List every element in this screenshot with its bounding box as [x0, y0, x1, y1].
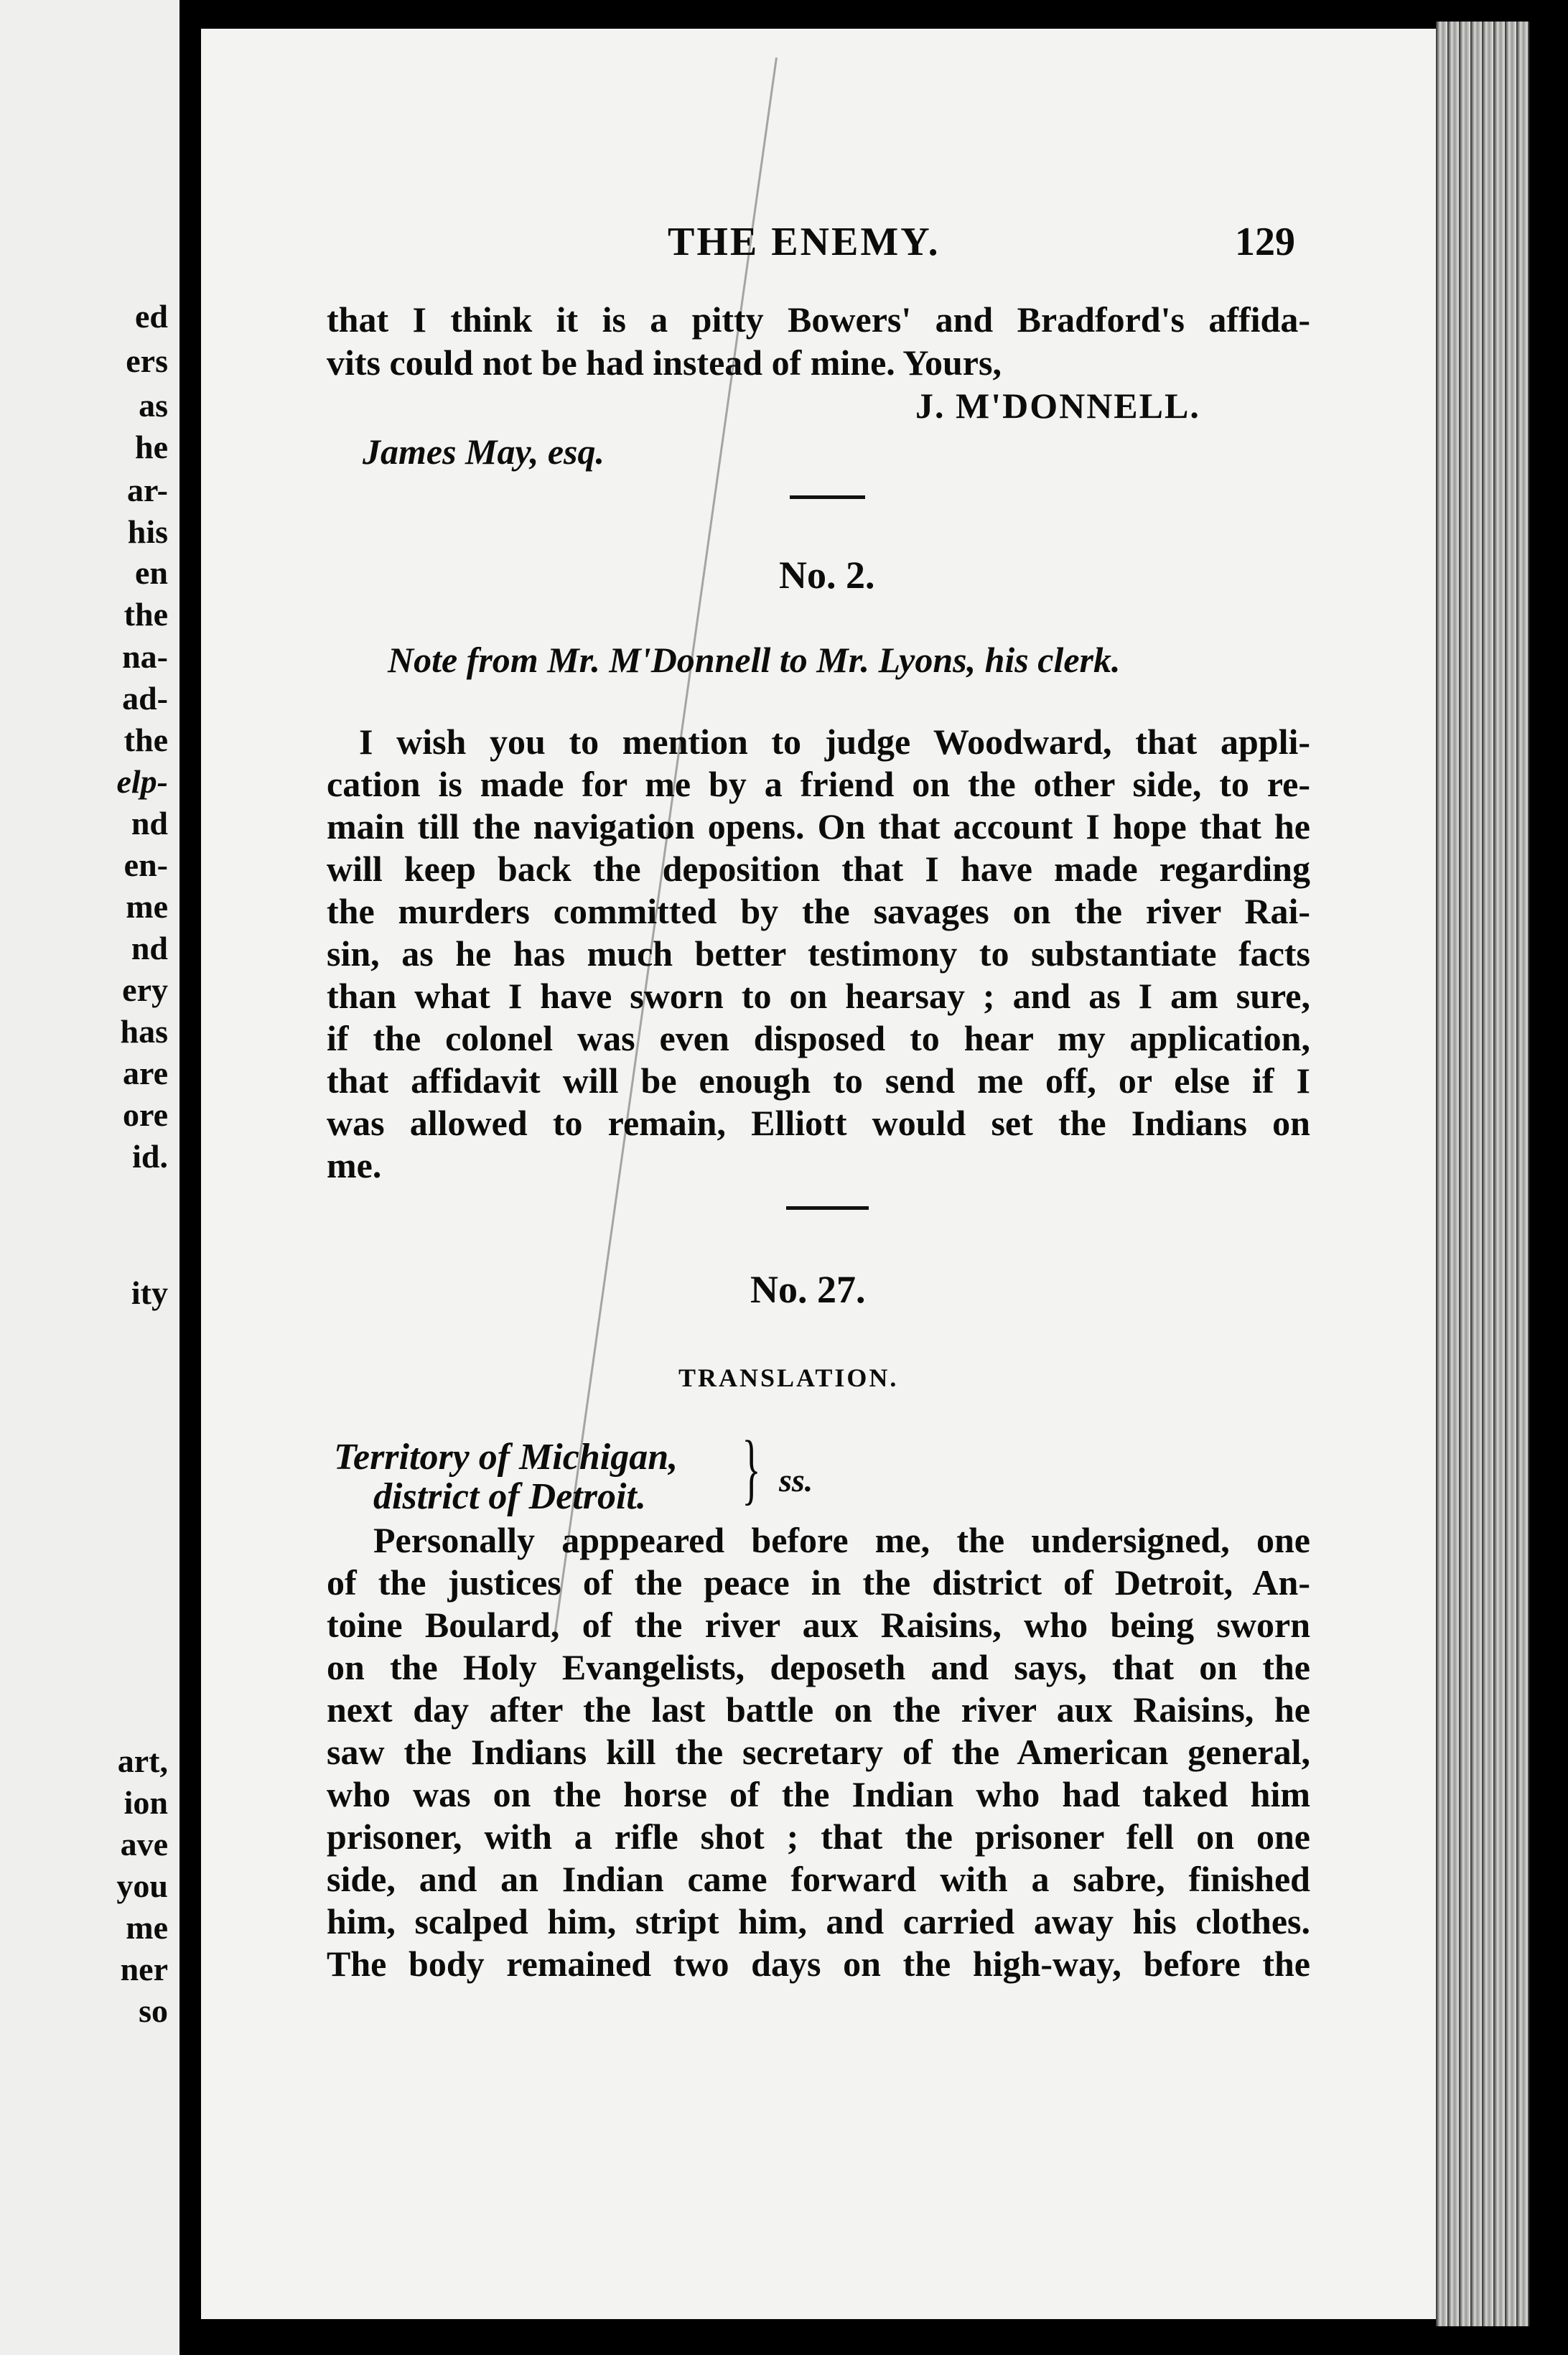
fragment: nd — [131, 930, 168, 966]
fragment: as — [139, 387, 168, 424]
text-line: than what I have sworn to on hearsay ; and as I am sure, — [327, 976, 1310, 1016]
text-line: next day after the last battle on the river aux Raisins, he — [327, 1689, 1310, 1730]
venue-line: Territory of Michigan, — [334, 1437, 678, 1478]
text-line: main till the navigation opens. On that account I hope that he — [327, 806, 1310, 847]
document-title: Note from Mr. M'Donnell to Mr. Lyons, his clerk. — [388, 640, 1121, 680]
fragment: he — [135, 429, 168, 465]
fragment: ore — [122, 1096, 168, 1133]
text-line: of the justices of the peace in the district of Detroit, An- — [327, 1562, 1310, 1603]
fragment: so — [139, 1992, 168, 2029]
venue-line: district of Detroit. — [373, 1476, 646, 1517]
text-line: side, and an Indian came forward with a sabre, finished — [327, 1859, 1310, 1899]
scan-border — [1529, 0, 1568, 2355]
text-line: that I think it is a pitty Bowers' and Bradford's affida- — [327, 299, 1310, 340]
page-number: 129 — [1235, 220, 1295, 264]
text-line: on the Holy Evangelists, deposeth and says, that on the — [327, 1647, 1310, 1687]
fragment: nd — [131, 805, 168, 841]
text-line: that affidavit will be enough to send me off, or else if I — [327, 1060, 1310, 1101]
fragment: ar- — [126, 472, 168, 508]
text-line: sin, as he has much better testimony to substantiate facts — [327, 933, 1310, 974]
fragment: art, — [117, 1743, 168, 1779]
page-edges — [1436, 22, 1529, 2326]
fragment: me — [126, 1909, 168, 1946]
text-line: I wish you to mention to judge Woodward, that appli- — [359, 722, 1310, 762]
text-line: him, scalped him, stript him, and carried away his clothes. — [327, 1901, 1310, 1941]
text-line: saw the Indians kill the secretary of the American general, — [327, 1732, 1310, 1772]
text-line: the murders committed by the savages on the river Rai- — [327, 891, 1310, 931]
text-line: toine Boulard, of the river aux Raisins, who being sworn — [327, 1605, 1310, 1645]
book-gutter — [179, 0, 201, 2355]
fragment: en- — [123, 847, 168, 883]
text-line: prisoner, with a rifle shot ; that the prisoner fell on one — [327, 1817, 1310, 1857]
fragment: ion — [123, 1784, 168, 1821]
fragment: me — [126, 888, 168, 925]
fragment: the — [123, 596, 168, 633]
brace-glyph: } — [742, 1424, 761, 1512]
text-line: The body remained two days on the high-way, before the — [327, 1944, 1310, 1984]
fragment: ity — [131, 1274, 168, 1311]
text-line: Personally apppeared before me, the undersigned, one — [373, 1520, 1310, 1560]
text-line: was allowed to remain, Elliott would set the Indians on — [327, 1103, 1310, 1143]
fragment: are — [122, 1055, 168, 1091]
running-head: THE ENEMY. — [668, 220, 941, 264]
fragment: en — [135, 554, 168, 591]
section-rule — [790, 495, 865, 499]
text-line: vits could not be had instead of mine. Yours, — [327, 342, 1002, 383]
fragment: na- — [122, 638, 168, 675]
fragment: his — [127, 513, 168, 550]
document-number: No. 27. — [750, 1268, 866, 1311]
signature: J. M'DONNELL. — [915, 386, 1200, 426]
text-line: who was on the horse of the Indian who had taked him — [327, 1774, 1310, 1814]
text-line: cation is made for me by a friend on the other side, to re- — [327, 764, 1310, 804]
fragment: id. — [132, 1138, 168, 1175]
translation-label: TRANSLATION. — [678, 1363, 899, 1392]
fragment: the — [123, 722, 168, 758]
fragment: has — [120, 1013, 168, 1050]
text-line: me. — [327, 1145, 382, 1185]
text-line: will keep back the deposition that I have made regarding — [327, 849, 1310, 889]
fragment: ave — [120, 1826, 168, 1862]
fragment: ad- — [122, 680, 168, 717]
document-number: No. 2. — [779, 554, 875, 597]
section-rule — [786, 1206, 869, 1210]
fragment: ner — [120, 1951, 168, 1987]
addressee: James May, esq. — [363, 432, 605, 472]
text-line: if the colonel was even disposed to hear my application, — [327, 1018, 1310, 1058]
fragment: ers — [126, 342, 168, 379]
fragment: you — [116, 1867, 168, 1904]
fragment: ery — [122, 971, 168, 1008]
fragment: elp- — [116, 763, 168, 800]
fragment: ed — [135, 298, 168, 335]
venue-ss: ss. — [779, 1462, 813, 1498]
